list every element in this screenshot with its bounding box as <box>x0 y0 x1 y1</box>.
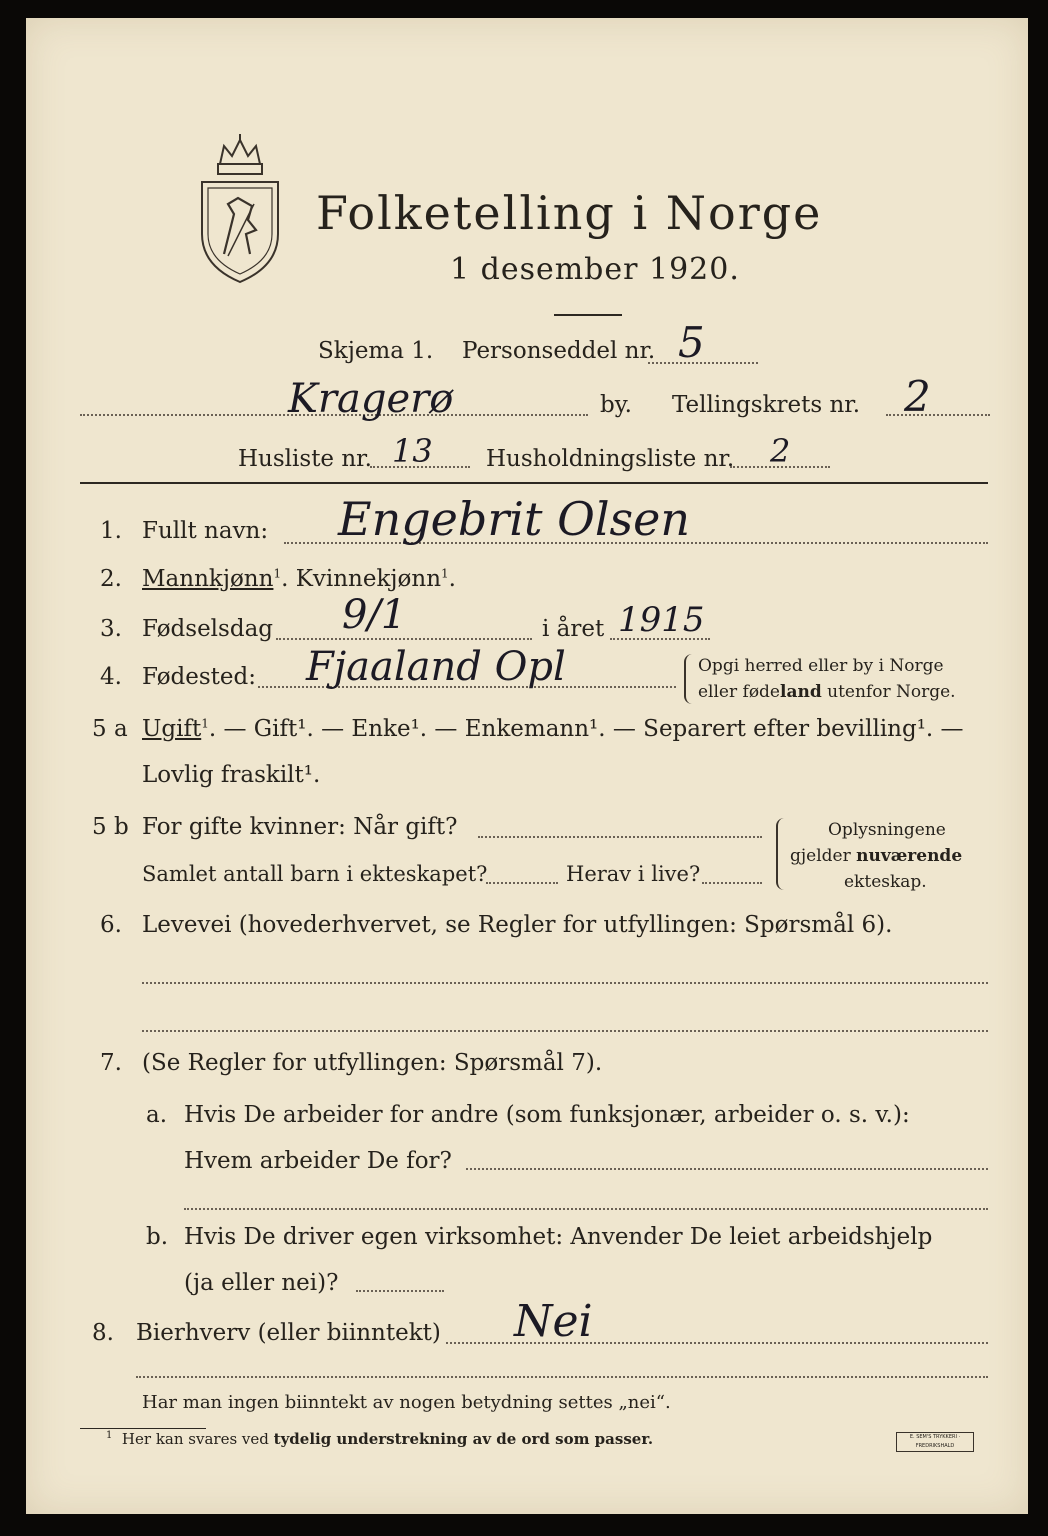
q8-number: 8. <box>92 1320 114 1346</box>
q8-secondary-income-value[interactable]: Nei <box>514 1296 593 1347</box>
q7b-line1: Hvis De driver egen virksomhet: Anvender De leiet arbeidshjelp <box>184 1224 933 1250</box>
option-mannkjonn[interactable]: Mannkjønn <box>142 566 274 592</box>
personseddel-value[interactable]: 5 <box>678 318 705 367</box>
q3-year-value[interactable]: 1915 <box>618 600 705 640</box>
q5b-note-line2 <box>790 846 962 866</box>
by-label: by. <box>600 392 632 418</box>
q7a-line2: Hvem arbeider De for? <box>184 1148 452 1174</box>
q4-note-line2 <box>698 682 956 702</box>
q7a-extra-line <box>184 1208 988 1210</box>
husholdning-value[interactable]: 2 <box>770 432 791 470</box>
printer-stamp-text: E. SEM'S TRYKKERI · FREDRIKSHALD <box>909 1434 961 1449</box>
q3-day-line <box>276 638 532 640</box>
tellingskrets-value[interactable]: 2 <box>904 372 931 421</box>
norway-coat-of-arms-emblem <box>194 134 286 284</box>
q7a-line1: Hvis De arbeider for andre (som funksjonær, arbeider o. s. v.): <box>184 1102 910 1128</box>
q5b-when-married-line <box>478 836 762 838</box>
husholdning-label: Husholdningsliste nr. <box>486 446 735 472</box>
footnote-bold-text: tydelig understrekning av de ord som passer. <box>273 1430 654 1448</box>
q5a-number: 5 a <box>92 716 128 742</box>
q6-answer-line2 <box>142 1030 988 1032</box>
q7-label: (Se Regler for utfyllingen: Spørsmål 7). <box>142 1050 603 1076</box>
q5b-number: 5 b <box>92 814 129 840</box>
q1-number: 1. <box>100 518 122 544</box>
q6-number: 6. <box>100 912 122 938</box>
q4-note-text: utenfor Norge. <box>821 682 956 702</box>
q5b-note-line1: Oplysningene <box>828 820 946 840</box>
q4-note-line1: Opgi herred eller by i Norge <box>698 656 944 676</box>
q5b-children-label: Samlet antall barn i ekteskapet? <box>142 862 488 886</box>
husliste-value[interactable]: 13 <box>392 432 433 470</box>
q5b-note-bold: nuværende <box>856 846 963 866</box>
q5a-options <box>142 716 964 742</box>
footnote-marker: 1 <box>201 716 209 731</box>
q4-note-bold: land <box>780 682 822 702</box>
q7a-employer-line <box>466 1168 988 1170</box>
printer-stamp <box>896 1432 974 1452</box>
city-value[interactable]: Kragerø <box>288 376 454 422</box>
q5b-children-line <box>486 882 558 884</box>
q1-full-name-value[interactable]: Engebrit Olsen <box>338 492 691 546</box>
separator: . <box>281 566 289 592</box>
q5b-note-text: gjelder <box>790 846 857 866</box>
q4-number: 4. <box>100 664 122 690</box>
q5b-line1: For gifte kvinner: Når gift? <box>142 814 458 840</box>
q3-year-label: i året <box>542 616 605 642</box>
separator: . <box>448 566 456 592</box>
census-date: 1 desember 1920. <box>450 252 740 287</box>
q4-note-brace <box>684 654 692 704</box>
q7-number: 7. <box>100 1050 122 1076</box>
q8-label: Bierhverv (eller biinntekt) <box>136 1320 441 1346</box>
q5a-other-options[interactable]: . — Gift¹. — Enke¹. — Enkemann¹. — Separert efter bevilling¹. — <box>208 716 964 742</box>
q7b-number: b. <box>146 1224 169 1250</box>
biinntekt-note: Har man ingen biinntekt av nogen betydning settes „nei“. <box>142 1392 671 1413</box>
personseddel-label: Personseddel nr. <box>462 338 656 364</box>
q5b-note-line3: ekteskap. <box>844 872 927 892</box>
tellingskrets-line <box>886 414 990 416</box>
footnote-marker: 1 <box>441 566 449 581</box>
form-title: Folketelling i Norge <box>316 186 823 240</box>
option-lovlig-fraskilt[interactable]: Lovlig fraskilt¹. <box>142 762 321 788</box>
tellingskrets-label: Tellingskrets nr. <box>672 392 861 418</box>
q6-label: Levevei (hovederhvervet, se Regler for utfyllingen: Spørsmål 6). <box>142 912 893 938</box>
q7a-number: a. <box>146 1102 168 1128</box>
footnote-text: Her kan svares ved <box>121 1430 274 1448</box>
schema-label: Skjema 1. <box>318 338 434 364</box>
q3-birthday-value[interactable]: 9/1 <box>342 592 407 638</box>
q1-label: Fullt navn: <box>142 518 269 544</box>
q4-note-text: eller føde <box>698 682 780 702</box>
q2-number: 2. <box>100 566 122 592</box>
q3-label: Fødselsdag <box>142 616 274 642</box>
q4-birthplace-value[interactable]: Fjaaland Opl <box>306 644 566 690</box>
footnote <box>106 1430 653 1448</box>
footnote-divider <box>80 1428 206 1429</box>
q6-answer-line1 <box>142 982 988 984</box>
option-ugift[interactable]: Ugift <box>142 716 202 742</box>
q5b-alive-line <box>702 882 762 884</box>
q2-options <box>142 566 456 592</box>
q8-extra-line <box>136 1376 988 1378</box>
husliste-label: Husliste nr. <box>238 446 372 472</box>
q5b-alive-label: Herav i live? <box>566 862 701 886</box>
q4-label: Fødested: <box>142 664 257 690</box>
q5b-note-brace <box>776 818 784 890</box>
footnote-number: 1 <box>106 1430 113 1441</box>
q3-number: 3. <box>100 616 122 642</box>
q7b-line2: (ja eller nei)? <box>184 1270 339 1296</box>
title-divider <box>554 314 622 316</box>
option-kvinnekjonn[interactable]: Kvinnekjønn <box>295 566 442 592</box>
census-form-page <box>26 18 1028 1514</box>
footnote-marker: 1 <box>273 566 282 581</box>
q7b-answer-line <box>356 1290 444 1292</box>
header-divider <box>80 482 988 484</box>
